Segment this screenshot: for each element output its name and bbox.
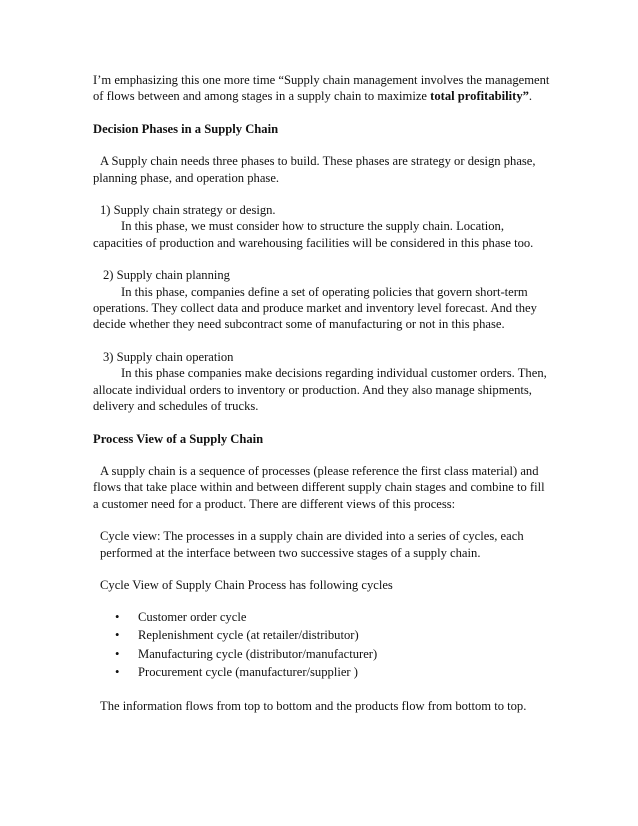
- phase3-body: In this phase companies make decisions regarding individual customer orders. Then, allocate individual orders to inventory or production. And they also manage shipments, delivery and schedules of trucks.: [93, 366, 547, 414]
- phase2-title: 2) Supply chain planning: [103, 268, 230, 283]
- phase1-body: In this phase, we must consider how to structure the supply chain. Location, capacities of production and warehousing facilities will be considered in this phase too.: [93, 219, 534, 250]
- process-paragraph: A supply chain is a sequence of processes (please reference the first class material) and flows that take place within and between different supply chain stages and combine to fill a customer need for a product. There are different views of this process:: [93, 463, 545, 511]
- phase1-title: 1) Supply chain strategy or design.: [100, 203, 276, 218]
- process-heading: Process View of a Supply Chain: [93, 431, 264, 446]
- document-page: [93, 72, 553, 714]
- bullet-icon: •: [115, 628, 120, 643]
- decision-paragraph: A Supply chain needs three phases to build. These phases are strategy or design phase, planning phase, and operation phase.: [93, 154, 536, 185]
- cycle-list: [93, 609, 553, 680]
- cycle-list-intro: Cycle View of Supply Chain Process has following cycles: [100, 577, 393, 592]
- list-item: • Manufacturing cycle (distributor/manufacturer): [115, 646, 378, 661]
- list-item: • Replenishment cycle (at retailer/distributor): [115, 628, 359, 643]
- intro-text: I’m emphasizing this one more time “Supply chain management involves the management of flows between and among stages in a supply chain to maximize: [93, 73, 550, 104]
- bullet-icon: •: [115, 610, 120, 625]
- intro-end: .: [528, 89, 533, 104]
- closing-paragraph: The information flows from top to bottom and the products flow from bottom to top.: [100, 698, 527, 713]
- cycle-view-paragraph: Cycle view: The processes in a supply chain are divided into a series of cycles, each performed at the interface between two successive stages of a supply chain.: [100, 529, 524, 560]
- list-item: • Procurement cycle (manufacturer/supplier ): [115, 664, 358, 679]
- phase2-body: In this phase, companies define a set of operating policies that govern short-term operations. They collect data and produce market and inventory level forecast. And they decide whether they need subcontract some of manufacturing or not in this phase.: [93, 284, 537, 332]
- list-item: • Customer order cycle: [115, 610, 247, 625]
- bullet-icon: •: [115, 664, 120, 679]
- bullet-icon: •: [115, 646, 120, 661]
- intro-paragraph: [93, 72, 553, 105]
- decision-heading: Decision Phases in a Supply Chain: [93, 121, 279, 136]
- intro-bold-text: total profitability”: [430, 89, 529, 104]
- phase3-title: 3) Supply chain operation: [103, 349, 234, 364]
